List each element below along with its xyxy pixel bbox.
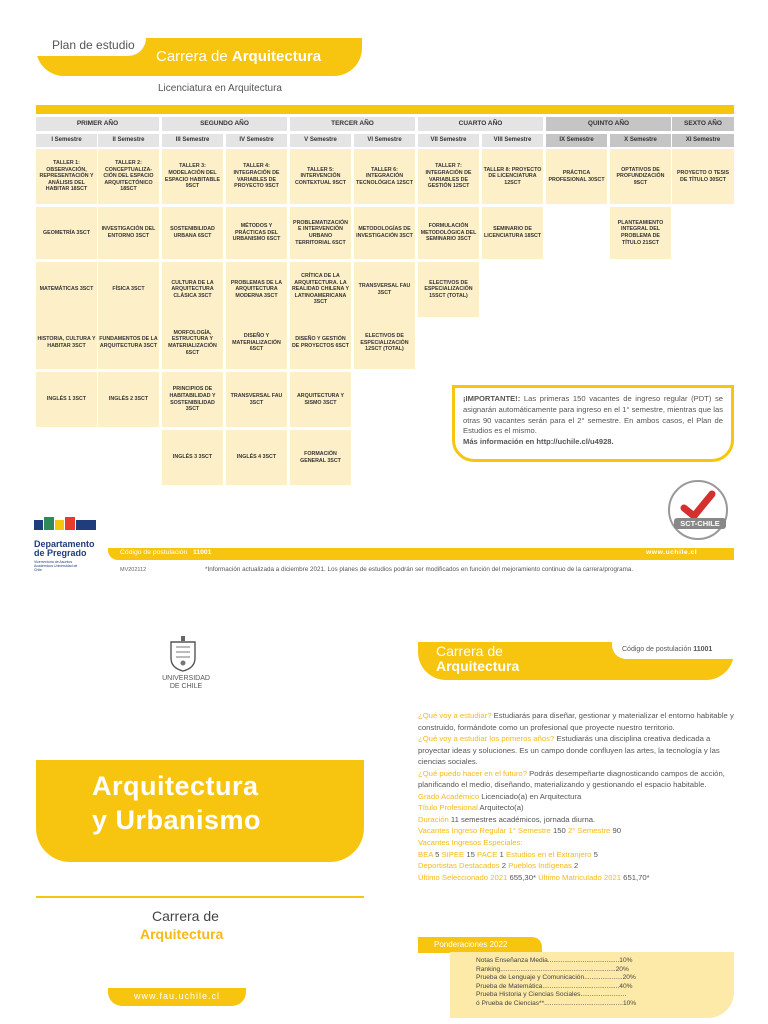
pueblos-label: Pueblos Indígenas (508, 861, 572, 871)
year-header: QUINTO AÑO (546, 117, 671, 131)
course-cell: PLANTEAMIENTO INTEGRAL DEL PROBLEMA DE TÍTULO 21SCT (610, 207, 671, 259)
course-cell: PROBLEMAS DE LA ARQUITECTURA MODERNA 3SCT (226, 262, 287, 317)
important-more: Más información en http://uchile.cl/u4928. (463, 437, 614, 447)
course-cell: FORMACIÓN GENERAL 3SCT (290, 430, 351, 485)
dept-name (34, 540, 98, 559)
course-cell: TALLER 5: INTERVENCIÓN CONTEXTUAL 9SCT (290, 149, 351, 204)
title-pre: Carrera de (156, 48, 228, 65)
course-cell: TALLER 3: MODELACIÓN DEL ESPACIO HABITABLE 9SCT (162, 149, 223, 204)
semester-header: VII Semestre (418, 134, 479, 147)
checkmark-icon (670, 482, 726, 538)
q1-label: ¿Qué voy a estudiar? (418, 711, 492, 720)
course-cell: PRÁCTICA PROFESIONAL 30SCT (546, 149, 607, 204)
duracion-label: Duración (418, 814, 449, 824)
univ-line-2: DE CHILE (169, 683, 203, 691)
semester-header: IV Semestre (226, 134, 287, 147)
dept-line-1: Departamento (34, 539, 95, 549)
info-titulo (418, 802, 736, 814)
cover-divider (36, 896, 364, 898)
plan-label: Plan de estudio (52, 38, 135, 52)
dept-logo (34, 517, 98, 572)
course-cell: FORMULACIÓN METODOLÓGICA DEL SEMINARIO 3SCT (418, 207, 479, 259)
ultimo-mat-value: 651,70* (623, 872, 650, 882)
ultimo-mat-label: Último Matriculado 2021 (538, 872, 622, 882)
ultimo-sel-label: Último Seleccionado 2021 (418, 872, 508, 882)
info-especiales (418, 849, 736, 861)
course-cell: TALLER 8: PROYECTO DE LICENCIATURA 12SCT (482, 149, 543, 204)
course-cell: MÉTODOS Y PRÁCTICAS DEL URBANISMO 6SCT (226, 207, 287, 259)
q1-answer: Estudiarás para diseñar, gestionar y materializar el entorno habitable y construido, formándote como un profesional que proyecte nuestro territorio. (418, 711, 734, 732)
important-text: Las primeras 150 vacantes de ingreso regular (PDT) se asignarán automáticamente para ingreso en el 1° semestre, mientras que las otras 90 vacantes serán para el 2° semestre. En ambos casos, el Plan de Estudios es el mismo. (463, 394, 723, 436)
semester-header: II Semestre (98, 134, 159, 147)
course-cell: INVESTIGACIÓN DEL ENTORNO 3SCT (98, 207, 159, 259)
cover-title-line-2: y Urbanismo (92, 804, 262, 835)
sct-chile-logo (668, 480, 728, 540)
course-cell: ELECTIVOS DE ESPECIALIZACIÓN 12SCT (TOTAL) (354, 317, 415, 369)
crest-icon (168, 636, 198, 672)
year-header: SEGUNDO AÑO (162, 117, 287, 131)
cover-carrera: Carrera de (152, 908, 219, 924)
dept-logo-icon (34, 517, 98, 533)
course-cell: TRANSVERSAL FAU 3SCT (354, 262, 415, 317)
yellow-divider (36, 105, 734, 114)
course-cell: SOSTENIBILIDAD URBANA 6SCT (162, 207, 223, 259)
info-q1 (418, 710, 736, 733)
vice-text: Vicerrectoría de Asuntos Académicos Universidad de Chile (34, 559, 78, 572)
course-cell: INGLÉS 1 3SCT (36, 372, 97, 427)
titulo-value: Arquitecto(a) (479, 803, 524, 813)
pueblos-value: 2 (574, 861, 579, 871)
pond-row: Ranking...............................................................20% (476, 965, 629, 973)
course-cell: TALLER 1: OBSERVACIÓN, REPRESENTACIÓN Y ANÁLISIS DEL HABITAR 18SCT (36, 149, 97, 204)
career-info (418, 710, 736, 883)
semester-header: VIII Semestre (482, 134, 543, 147)
vacantes-1: 150 (552, 826, 566, 836)
university-crest (168, 636, 198, 677)
right-code-label: Código de postulación (622, 646, 692, 653)
important-box (452, 385, 734, 462)
course-cell: MORFOLOGÍA, ESTRUCTURA Y MATERIALIZACIÓN 6SCT (162, 317, 223, 369)
ponderaciones-header: Ponderaciones 2022 (418, 937, 542, 953)
q2-label: ¿Qué voy a estudiar los primeros años? (418, 734, 555, 744)
course-cell: ARQUITECTURA Y SISMO 3SCT (290, 372, 351, 427)
semester-header: IX Semestre (546, 134, 607, 147)
vacantes-label: Vacantes Ingreso Regular 1° Semestre (418, 826, 551, 836)
pond-row: ó Prueba de Ciencias**...........................................10% (476, 999, 637, 1007)
pond-row: Prueba Historia y Ciencias Sociales......................... (476, 991, 627, 999)
year-header: CUARTO AÑO (418, 117, 543, 131)
course-cell: SEMINARIO DE LICENCIATURA 18SCT (482, 207, 543, 259)
bea-value: 5 (435, 849, 440, 859)
semester-header: XI Semestre (672, 134, 734, 147)
course-cell: CULTURA DE LA ARQUITECTURA CLÁSICA 3SCT (162, 262, 223, 317)
course-cell: GEOMETRÍA 3SCT (36, 207, 97, 259)
q3-answer: Podrás desempeñarte diagnosticando campos de acción, planificando el medio, diseñando, materializando y gestionando el espacio habitable. (418, 768, 725, 790)
pond-row: Prueba de Lenguaje y Comunicación.....................20% (476, 974, 636, 982)
semester-header: I Semestre (36, 134, 97, 147)
dept-line-2: de Pregrado (34, 548, 87, 559)
course-cell: TALLER 6: INTEGRACIÓN TECNOLÓGICA 12SCT (354, 149, 415, 204)
course-cell: CRÍTICA DE LA ARQUITECTURA. LA REALIDAD CHILENA Y LATINOAMERICANA 3SCT (290, 262, 351, 317)
course-cell: OPTATIVOS DE PROFUNDIZACIÓN 9SCT (610, 149, 671, 204)
semester-header: X Semestre (610, 134, 671, 147)
course-cell: FUNDAMENTOS DE LA ARQUITECTURA 3SCT (98, 317, 159, 369)
extranjero-value: 5 (593, 849, 598, 859)
univ-line-1: UNIVERSIDAD (162, 675, 210, 682)
course-cell: PRINCIPIOS DE HABITABILIDAD Y SOSTENIBILIDAD 3SCT (162, 372, 223, 427)
ultimo-sel-value: 655,30* (509, 872, 536, 882)
bea-label: BEA (418, 849, 433, 859)
course-cell: PROYECTO O TESIS DE TÍTULO 30SCT (672, 149, 734, 204)
course-cell: TALLER 7: INTEGRACIÓN DE VARIABLES DE GESTIÓN 12SCT (418, 149, 479, 204)
especiales-label: Vacantes Ingresos Especiales: (418, 838, 523, 848)
subtitle: Licenciatura en Arquitectura (158, 83, 282, 94)
q3-label: ¿Qué puedo hacer en el futuro? (418, 768, 527, 778)
info-vacantes (418, 825, 736, 837)
sct-label: SCT-CHILE (674, 518, 726, 529)
info-grado (418, 791, 736, 803)
right-code-value: 11001 (693, 646, 713, 653)
course-cell: TALLER 2: CONCEPTUALIZA-CIÓN DEL ESPACIO ARQUITECTÓNICO 18SCT (98, 149, 159, 204)
footer-note: *Información actualizada a diciembre 2021. Los planes de estudios podrán ser modificados en función del mejoramiento continuo de la carrera/programa. (205, 566, 634, 573)
info-ultimos (418, 872, 736, 884)
footer-code (120, 549, 211, 556)
course-cell: DISEÑO Y GESTIÓN DE PROYECTOS 6SCT (290, 317, 351, 369)
info-duracion (418, 814, 736, 826)
course-cell: MATEMÁTICAS 3SCT (36, 262, 97, 317)
course-cell: METODOLOGÍAS DE INVESTIGACIÓN 3SCT (354, 207, 415, 259)
semester-header: III Semestre (162, 134, 223, 147)
course-cell: TALLER 4: INTEGRACIÓN DE VARIABLES DE PROYECTO 9SCT (226, 149, 287, 204)
course-cell: ELECTIVOS DE ESPECIALIZACIÓN 15SCT (TOTAL) (418, 262, 479, 317)
info-q3 (418, 768, 736, 791)
vacantes-2-label: 2° Semestre (567, 826, 611, 836)
year-header: PRIMER AÑO (36, 117, 159, 131)
semester-header: VI Semestre (354, 134, 415, 147)
pond-row: Notas Enseñanza Media.......................................10% (476, 957, 633, 964)
vacantes-2: 90 (612, 826, 622, 836)
titulo-label: Título Profesional (418, 803, 478, 813)
pace-value: 1 (499, 849, 504, 859)
title-bold: Arquitectura (231, 48, 322, 65)
extranjero-label: Estudios en el Extranjero (505, 849, 592, 859)
course-cell: DISEÑO Y MATERIALIZACIÓN 6SCT (226, 317, 287, 369)
ponderaciones-box (450, 952, 734, 1018)
course-cell: INGLÉS 3 3SCT (162, 430, 223, 485)
right-title-line-2: Arquitectura (436, 658, 520, 675)
course-cell: INGLÉS 2 3SCT (98, 372, 159, 427)
course-cell: TRANSVERSAL FAU 3SCT (226, 372, 287, 427)
pond-row: Prueba de Matemática..........................................40% (476, 982, 633, 990)
cover-arquitectura: Arquitectura (140, 926, 224, 942)
grado-value: Licenciado(a) en Arquitectura (481, 791, 582, 801)
sipee-value: 15 (466, 849, 475, 859)
right-title-line-1: Carrera de (436, 643, 503, 659)
course-cell: FÍSICA 3SCT (98, 262, 159, 317)
important-label: ¡IMPORTANTE!: (463, 394, 521, 403)
course-cell: INGLÉS 4 3SCT (226, 430, 287, 485)
right-title (436, 644, 519, 675)
cover-title (92, 770, 261, 838)
q2-answer: Estudiarás una disciplina creativa dedicada a proyectar ideas y soluciones. Es un campo donde confluyen las artes, la tecnología y las ciencias sociales. (418, 734, 720, 767)
header-title (156, 48, 321, 65)
duracion-value: 11 semestres académicos, jornada diurna. (450, 814, 596, 824)
cover-title-line-1: Arquitectura (92, 771, 259, 801)
right-code (622, 646, 712, 653)
course-cell: PROBLEMATIZACIÓN E INTERVENCIÓN URBANO TERRITORIAL 6SCT (290, 207, 351, 259)
footer-code-value: 11001 (192, 549, 212, 556)
university-name (158, 675, 214, 691)
deportistas-label: Deportistas Destacados (418, 861, 500, 871)
course-cell: HISTORIA, CULTURA Y HABITAR 3SCT (36, 317, 97, 369)
sipee-label: SIPEE (441, 849, 465, 859)
pace-label: PACE (477, 849, 498, 859)
year-header: TERCER AÑO (290, 117, 415, 131)
footer-code-label: Código de postulación (120, 549, 188, 556)
deportistas-value: 2 (501, 861, 507, 871)
footer-ref: MV202112 (120, 567, 147, 573)
cover-web-link[interactable]: www.fau.uchile.cl (108, 988, 246, 1006)
year-header: SEXTO AÑO (672, 117, 734, 131)
info-q2 (418, 733, 736, 768)
footer-web-link[interactable]: www.uchile.cl (646, 549, 698, 556)
info-deportistas (418, 860, 736, 872)
semester-header: V Semestre (290, 134, 351, 147)
grado-label: Grado Académico (418, 791, 480, 801)
